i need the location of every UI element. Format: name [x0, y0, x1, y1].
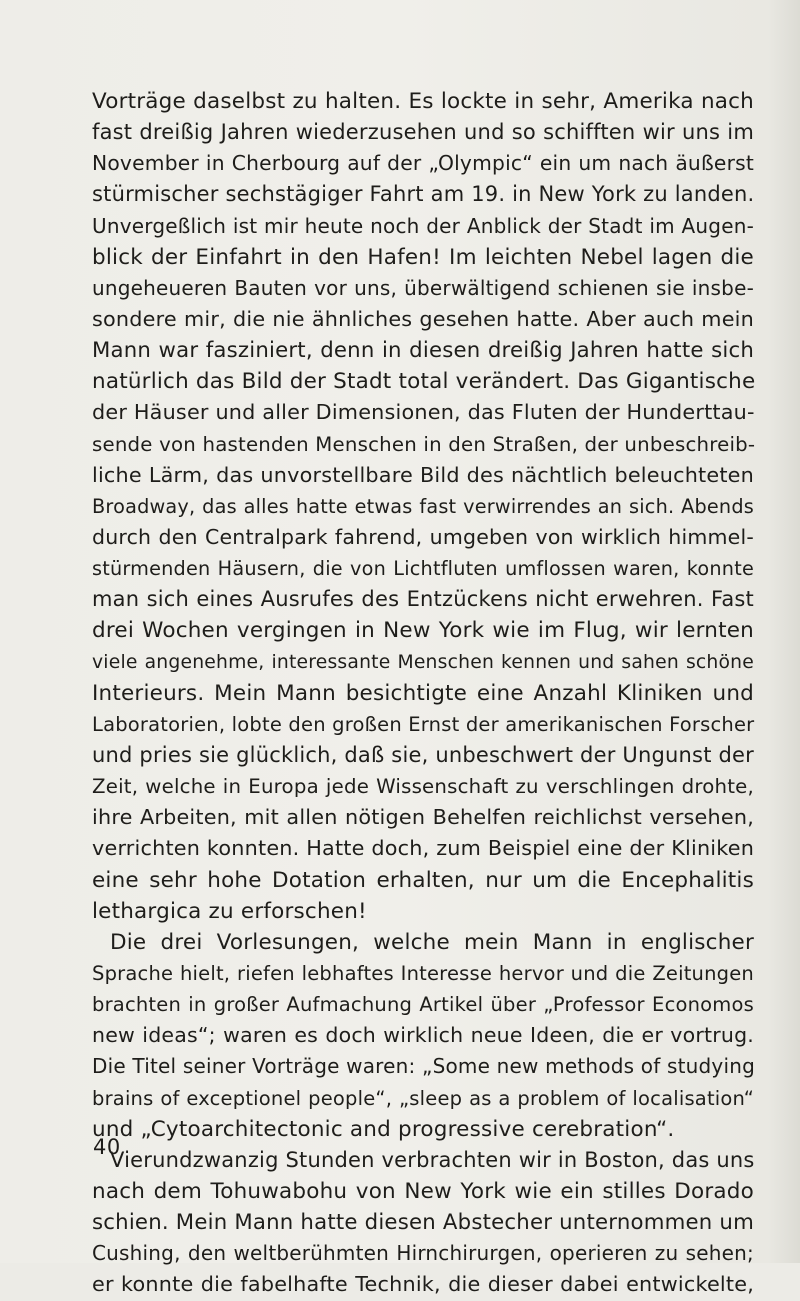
text-line: und „Cytoarchitectonic and progressive cerebration“.	[92, 1116, 675, 1142]
text-line: sende von hastenden Menschen in den Straßen, der unbeschreib-	[92, 432, 756, 456]
text-line: Die Titel seiner Vorträge waren: „Some new methods of studying	[92, 1054, 755, 1079]
text-line: Broadway, das alles hatte etwas fast verwirrendes an sich. Abends	[92, 494, 754, 518]
text-line: Unvergeßlich ist mir heute noch der Anblick der Stadt im Augen-	[92, 213, 754, 238]
text-line: Sprache hielt, riefen lebhaftes Interesse hervor und die Zeitungen	[92, 961, 754, 985]
text-line: der Häuser und aller Dimensionen, das Fluten der Hunderttau-	[92, 400, 755, 425]
text-line: viele angenehme, interessante Menschen kennen und sahen schöne	[92, 651, 754, 673]
text-line: liche Lärm, das unvorstellbare Bild des nächtlich beleuchteten	[92, 462, 754, 487]
text-line: November in Cherbourg auf der „Olympic“ ein um nach äußerst	[92, 151, 754, 176]
text-line: natürlich das Bild der Stadt total verändert. Das Gigantische	[92, 369, 756, 395]
text-line: und pries sie glücklich, daß sie, unbeschwert der Ungunst der	[92, 742, 754, 767]
text-line: brains of exceptionel people“, „sleep as a problem of localisation“	[92, 1086, 754, 1110]
text-line: blick der Einfahrt in den Hafen! Im leichten Nebel lagen die	[92, 244, 754, 270]
text-line: Die drei Vorlesungen, welche mein Mann in englischer	[110, 929, 754, 955]
text-line: Vorträge daselbst zu halten. Es lockte in sehr, Amerika nach	[92, 89, 754, 114]
text-line: man sich eines Ausrufes des Entzückens nicht erwehren. Fast	[92, 587, 754, 612]
text-line: ungeheueren Bauten vor uns, überwältigend schienen sie insbe-	[92, 275, 754, 300]
text-line: Zeit, welche in Europa jede Wissenschaft zu verschlingen drohte,	[92, 775, 754, 799]
text-line: Mann war fasziniert, denn in diesen dreißig Jahren hatte sich	[92, 338, 754, 364]
text-line: stürmischer sechstägiger Fahrt am 19. in New York zu landen.	[92, 182, 755, 207]
text-line: Cushing, den weltberühmten Hirnchirurgen, operieren zu sehen;	[92, 1241, 754, 1266]
body-text	[92, 86, 754, 1300]
text-line: Vierundzwanzig Stunden verbrachten wir in Boston, das uns	[110, 1147, 755, 1172]
text-line: brachten in großer Aufmachung Artikel über „Professor Economos	[92, 993, 754, 1017]
page-number: 40	[93, 1135, 121, 1159]
text-line: Interieurs. Mein Mann besichtigte eine Anzahl Kliniken und	[92, 680, 754, 706]
text-line: new ideas“; waren es doch wirklich neue Ideen, die er vortrug.	[92, 1023, 754, 1048]
text-line: nach dem Tohuwabohu von New York wie ein stilles Dorado	[92, 1178, 754, 1204]
text-line: verrichten konnten. Hatte doch, zum Beispiel eine der Kliniken	[92, 836, 755, 861]
text-line: er konnte die fabelhafte Technik, die dieser dabei entwickelte,	[92, 1272, 754, 1297]
text-line: stürmenden Häusern, die von Lichtfluten umflossen waren, konnte	[92, 557, 754, 581]
text-line: durch den Centralpark fahrend, umgeben von wirklich himmel-	[92, 524, 754, 549]
text-line: schien. Mein Mann hatte diesen Abstecher unternommen um	[92, 1210, 754, 1236]
text-line: Laboratorien, lobte den großen Ernst der amerikanischen Forscher	[92, 712, 755, 736]
text-line: eine sehr hohe Dotation erhalten, nur um die Encephalitis	[92, 867, 754, 893]
text-line: lethargica zu erforschen!	[92, 898, 367, 924]
text-line: ihre Arbeiten, mit allen nötigen Behelfen reichlichst versehen,	[92, 805, 754, 830]
text-line: drei Wochen vergingen in New York wie im Flug, wir lernten	[92, 618, 754, 644]
text-line: fast dreißig Jahren wiederzusehen und so schifften wir uns im	[92, 120, 754, 145]
text-line: sondere mir, die nie ähnliches gesehen hatte. Aber auch mein	[92, 306, 754, 331]
